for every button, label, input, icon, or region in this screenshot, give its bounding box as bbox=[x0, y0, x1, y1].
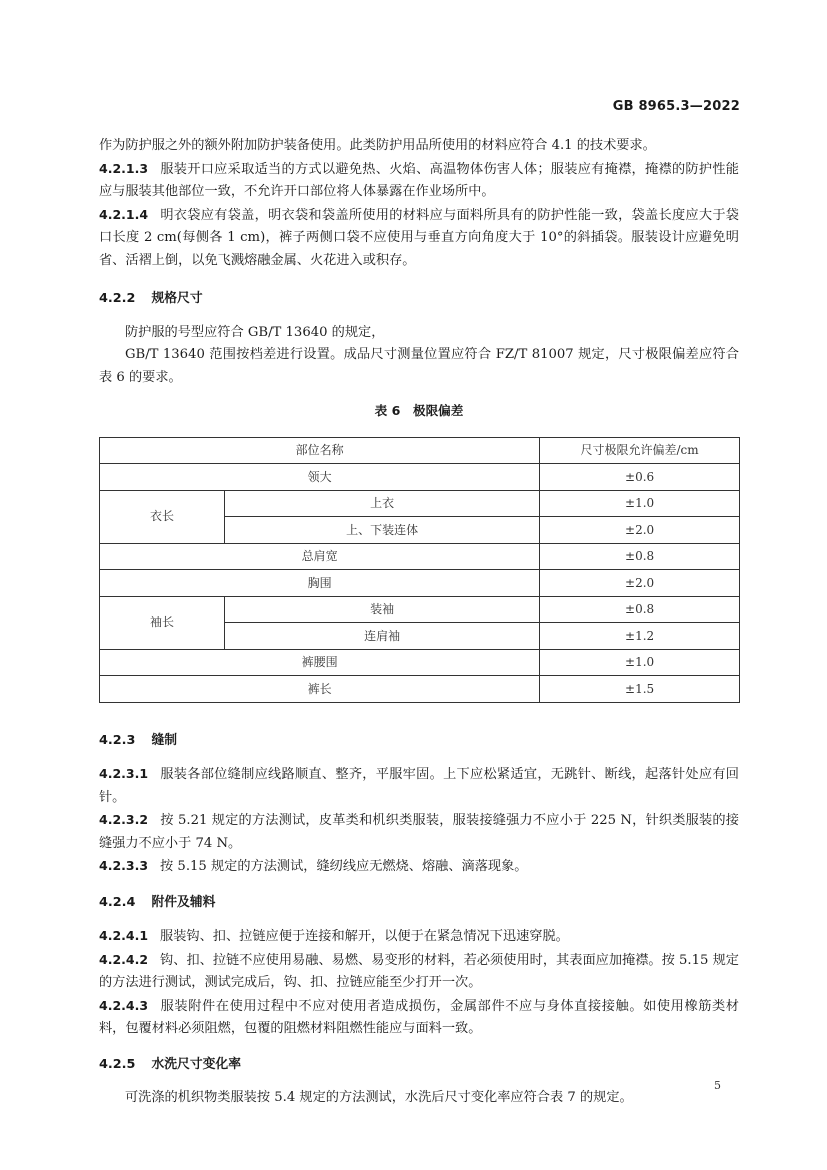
deviation-value: ±1.2 bbox=[540, 623, 740, 650]
section-number: 4.2.2 bbox=[99, 291, 136, 306]
part-name: 袖长 bbox=[100, 596, 225, 649]
sub-part-name: 上、下装连体 bbox=[225, 517, 540, 544]
table-row bbox=[100, 570, 740, 597]
clause-number: 4.2.4.3 bbox=[99, 997, 149, 1013]
section-4-2-4-heading bbox=[99, 892, 739, 915]
clause-text: 服装开口应采取适当的方式以避免热、火焰、高温物体伤害人体；服装应有掩襟，掩襟的防护性能应与服装其他部位一致，不允许开口部位将人体暴露在作业场所中。 bbox=[99, 161, 739, 199]
clause-4-2-3-1 bbox=[99, 763, 739, 809]
section-title: 附件及辅料 bbox=[151, 894, 216, 910]
table-row bbox=[100, 490, 740, 517]
clause-number: 4.2.3.2 bbox=[99, 812, 149, 827]
clause-number: 4.2.3.3 bbox=[99, 858, 149, 873]
clause-4-2-1-4 bbox=[99, 204, 739, 273]
document-body bbox=[99, 135, 739, 1110]
deviation-value: ±1.0 bbox=[540, 649, 740, 676]
clause-4-2-3-3 bbox=[99, 855, 739, 879]
table-header-row bbox=[100, 437, 740, 464]
deviation-value: ±0.8 bbox=[540, 596, 740, 623]
part-name: 领大 bbox=[100, 464, 540, 491]
deviation-value: ±0.6 bbox=[540, 464, 740, 491]
deviation-value: ±0.8 bbox=[540, 543, 740, 570]
deviation-value: ±1.5 bbox=[540, 676, 740, 703]
table-6-caption: 表 6 极限偏差 bbox=[374, 403, 464, 418]
clause-text: 按 5.21 规定的方法测试，皮革类和机织类服装，服装接缝强力不应小于 225 N，针织类服装的接缝强力不应小于 74 N。 bbox=[99, 813, 739, 851]
page-number: 5 bbox=[714, 1079, 721, 1092]
clause-text: 明衣袋应有袋盖，明衣袋和袋盖所使用的材料应与面料所具有的防护性能一致，袋盖长度应大于袋口长度 2 cm(每侧各 1 cm)，裤子两侧口袋不应使用与垂直方向角度大于 10°的斜插袋。服装设计应避免明省、活褶上倒，以免飞溅熔融金属、火花进入或积存。 bbox=[99, 207, 739, 268]
section-4-2-5-heading bbox=[99, 1054, 739, 1077]
clause-4-2-1-3 bbox=[99, 158, 739, 204]
clause-4-2-4-1 bbox=[99, 925, 739, 949]
clause-text: 服装附件在使用过程中不应对使用者造成损伤，金属部件不应与身体直接接触。如使用橡筋类材料，包覆材料必须阻燃，包覆的阻燃材料阻燃性能应与面料一致。 bbox=[99, 998, 739, 1036]
table-row bbox=[100, 464, 740, 491]
clause-4-2-4-3 bbox=[99, 995, 739, 1041]
table-6 bbox=[99, 437, 740, 703]
clause-text: 钩、扣、拉链不应使用易融、易燃、易变形的材料，若必须使用时，其表面应加掩襟。按 5.15 规定的方法进行测试，测试完成后，钩、扣、拉链应能至少打开一次。 bbox=[99, 952, 739, 990]
clause-text: 服装钩、扣、拉链应便于连接和解开，以便于在紧急情况下迅速穿脱。 bbox=[160, 929, 569, 944]
clause-text: 服装各部位缝制应线路顺直、整齐，平服牢固。上下应松紧适宜，无跳针、断线，起落针处应有回针。 bbox=[99, 767, 739, 805]
table-row bbox=[100, 676, 740, 703]
part-name: 衣长 bbox=[100, 490, 225, 543]
section-4-2-2-heading bbox=[99, 288, 739, 311]
clause-number: 4.2.3.1 bbox=[99, 766, 149, 781]
clause-number: 4.2.4.1 bbox=[99, 928, 149, 943]
standard-code: GB 8965.3—2022 bbox=[612, 99, 740, 114]
header-part-name: 部位名称 bbox=[100, 437, 540, 464]
sub-part-name: 装袖 bbox=[225, 596, 540, 623]
section-number: 4.2.3 bbox=[99, 732, 136, 748]
section-number: 4.2.4 bbox=[99, 894, 136, 910]
clause-number: 4.2.1.4 bbox=[99, 206, 149, 222]
part-name: 裤长 bbox=[100, 676, 540, 703]
clause-text: 按 5.15 规定的方法测试，缝纫线应无燃烧、熔融、滴落现象。 bbox=[160, 859, 528, 874]
part-name: 裤腰围 bbox=[100, 649, 540, 676]
clause-number: 4.2.4.2 bbox=[99, 951, 149, 967]
sub-part-name: 连肩袖 bbox=[225, 623, 540, 650]
table-row bbox=[100, 649, 740, 676]
clause-number: 4.2.1.3 bbox=[99, 160, 149, 176]
section-4-2-2-paragraph-1: 防护服的号型应符合 GB/T 13640 的规定， bbox=[125, 324, 385, 340]
clause-4-2-4-2 bbox=[99, 949, 739, 995]
section-4-2-5-paragraph: 可洗涤的机织物类服装按 5.4 规定的方法测试，水洗后尺寸变化率应符合表 7 的规定。 bbox=[125, 1090, 633, 1105]
deviation-value: ±2.0 bbox=[540, 570, 740, 597]
section-title: 缝制 bbox=[151, 732, 178, 748]
section-number: 4.2.5 bbox=[99, 1056, 136, 1072]
clause-4-2-3-2 bbox=[99, 809, 739, 855]
header-deviation: 尺寸极限允许偏差/cm bbox=[540, 437, 740, 464]
part-name: 总肩宽 bbox=[100, 543, 540, 570]
table-row bbox=[100, 543, 740, 570]
section-4-2-3-heading bbox=[99, 730, 739, 753]
sub-part-name: 上衣 bbox=[225, 490, 540, 517]
deviation-value: ±1.0 bbox=[540, 490, 740, 517]
section-title: 水洗尺寸变化率 bbox=[151, 1056, 242, 1072]
part-name: 胸围 bbox=[100, 570, 540, 597]
deviation-value: ±2.0 bbox=[540, 517, 740, 544]
section-4-2-2-paragraph-2: GB/T 13640 范围按档差进行设置。成品尺寸测量位置应符合 FZ/T 81007 规定，尺寸极限偏差应符合表 6 的要求。 bbox=[99, 347, 739, 385]
section-title: 规格尺寸 bbox=[151, 291, 203, 306]
intro-paragraph: 作为防护服之外的额外附加防护装备使用。此类防护用品所使用的材料应符合 4.1 的技术要求。 bbox=[99, 138, 656, 153]
table-row bbox=[100, 596, 740, 623]
